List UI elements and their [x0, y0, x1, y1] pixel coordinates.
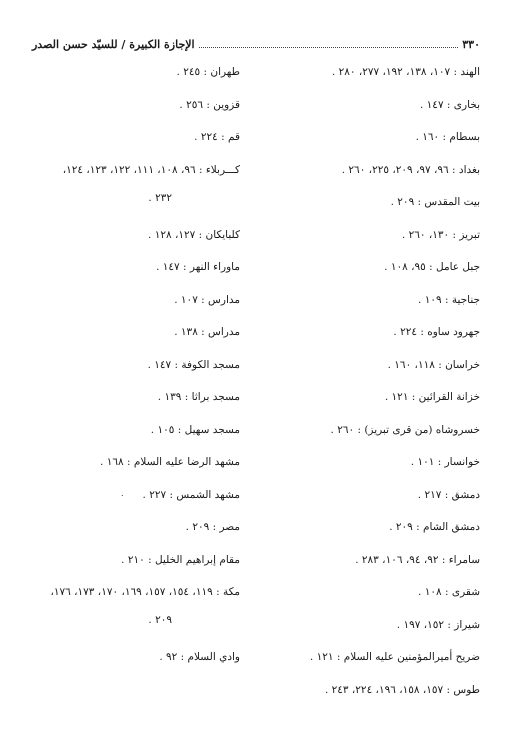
- index-entry-text: كـــربلاء : ٩٦، ١٠٨، ١١١، ١٢٢، ١٢٣، ١٢٤،: [62, 163, 240, 176]
- index-entry: بسطام : ١٦٠ .: [415, 131, 480, 143]
- index-entry: بغداد : ٩٦، ٩٧، ٢٠٩، ٢٢٥، ٢٦٠ .: [341, 163, 480, 176]
- index-entry: [20, 66, 240, 99]
- index-entry-text: ماوراء النهر : ١٤٧ .: [156, 261, 240, 273]
- index-entry: سامراء : ٩٢، ٩٤، ١٠٦، ٢٨٣ .: [355, 553, 480, 566]
- index-entry: الهند : ١٠٧، ١٣٨، ١٩٢، ٢٧٧، ٢٨٠ .: [331, 66, 480, 78]
- index-entry: [20, 456, 240, 489]
- index-entry: طوس : ١٥٧، ١٥٨، ١٩٦، ٢٢٤، ٢٤٣ .: [324, 683, 480, 696]
- index-entry: [20, 489, 240, 522]
- index-entry: بيت المقدس : ٢٠٩ .: [390, 196, 480, 208]
- index-entry: [20, 424, 240, 457]
- running-header: [32, 36, 480, 52]
- leader-dots: [199, 47, 459, 48]
- index-entry: [20, 651, 240, 684]
- index-entry: [20, 521, 240, 554]
- index-entry: ضريح أميرالمؤمنين عليه السلام : ١٢١ .: [309, 651, 480, 663]
- index-entry: خوانسار : ١٠١ .: [410, 456, 480, 468]
- index-entry-text: مشهد الرضا عليه السلام : ١٦٨ .: [100, 456, 240, 468]
- index-entry-text: كلبايكان : ١٢٧، ١٢٨ .: [148, 228, 240, 241]
- index-entry: شيراز : ١٥٢، ١٩٧ .: [396, 618, 480, 631]
- index-entry-continuation: ٢٠٩ .: [148, 614, 172, 626]
- index-entry-text: طهران : ٢٤٥ .: [176, 66, 240, 78]
- index-entry: [20, 164, 240, 229]
- index-entry: جهرود ساوه : ٢٢٤ .: [393, 326, 480, 338]
- index-entry-text: قزوين : ٢٥٦ .: [179, 98, 240, 111]
- index-column-left: [20, 66, 240, 684]
- index-column-right: [280, 66, 480, 716]
- index-entry: شقرى : ١٠٨ .: [418, 586, 480, 598]
- index-entry: خسروشاه (من قرى تبريز) : ٢٦٠ .: [330, 423, 480, 436]
- index-entry: [20, 586, 240, 651]
- index-entry: دمشق : ٢١٧ .: [417, 488, 480, 501]
- index-entry-text: مسجد الكوفة : ١٤٧ .: [147, 358, 240, 371]
- index-entry: بخارى : ١٤٧ .: [419, 98, 480, 111]
- index-entry: خراسان : ١١٨، ١٦٠ .: [387, 358, 480, 371]
- index-entry-text: مكة : ١١٩، ١٥٤، ١٥٧، ١٦٩، ١٧٠، ١٧٣، ١٧٦،: [50, 586, 240, 598]
- index-entry-text: مدارس : ١٠٧ .: [174, 293, 240, 306]
- index-entry: [20, 131, 240, 164]
- index-entry-continuation: ٢٣٢ .: [148, 191, 172, 204]
- index-entry: [20, 99, 240, 132]
- stray-mark: .: [121, 489, 124, 498]
- index-entry: تبريز : ١٣٠، ٢٦٠ .: [401, 228, 480, 241]
- index-entry: [20, 554, 240, 587]
- index-entry-text: مسجد سهيل : ١٠٥ .: [150, 423, 240, 436]
- index-entry: خزانة القرائين : ١٢١ .: [384, 391, 480, 403]
- index-entry-text: مسجد براثا : ١٣٩ .: [157, 391, 240, 403]
- index-entry: [20, 294, 240, 327]
- running-title: الإجازة الكبيرة / للسيّد حسن الصدر: [32, 37, 195, 51]
- index-entry-text: قم : ٢٢٤ .: [194, 131, 240, 143]
- index-entry-text: مقام إبراهيم الخليل : ٢١٠ .: [121, 553, 240, 566]
- index-entry: [20, 391, 240, 424]
- index-entry: جبل عامل : ٩٥، ١٠٨ .: [384, 261, 480, 273]
- index-entry: [20, 326, 240, 359]
- index-entry-text: مدراس : ١٣٨ .: [174, 326, 240, 338]
- index-entry: [20, 359, 240, 392]
- index-entry: [20, 229, 240, 262]
- index-entry-text: مصر : ٢٠٩ .: [185, 521, 240, 533]
- page-number: ٣٣٠: [462, 37, 480, 51]
- index-entry: دمشق الشام : ٢٠٩ .: [389, 521, 480, 533]
- index-entry: جناجية : ١٠٩ .: [418, 293, 480, 306]
- index-entry: [20, 261, 240, 294]
- index-entry-text: وادي السلام : ٩٢ .: [159, 651, 240, 663]
- index-entry-text: مشهد الشمس : ٢٢٧ .: [142, 488, 240, 501]
